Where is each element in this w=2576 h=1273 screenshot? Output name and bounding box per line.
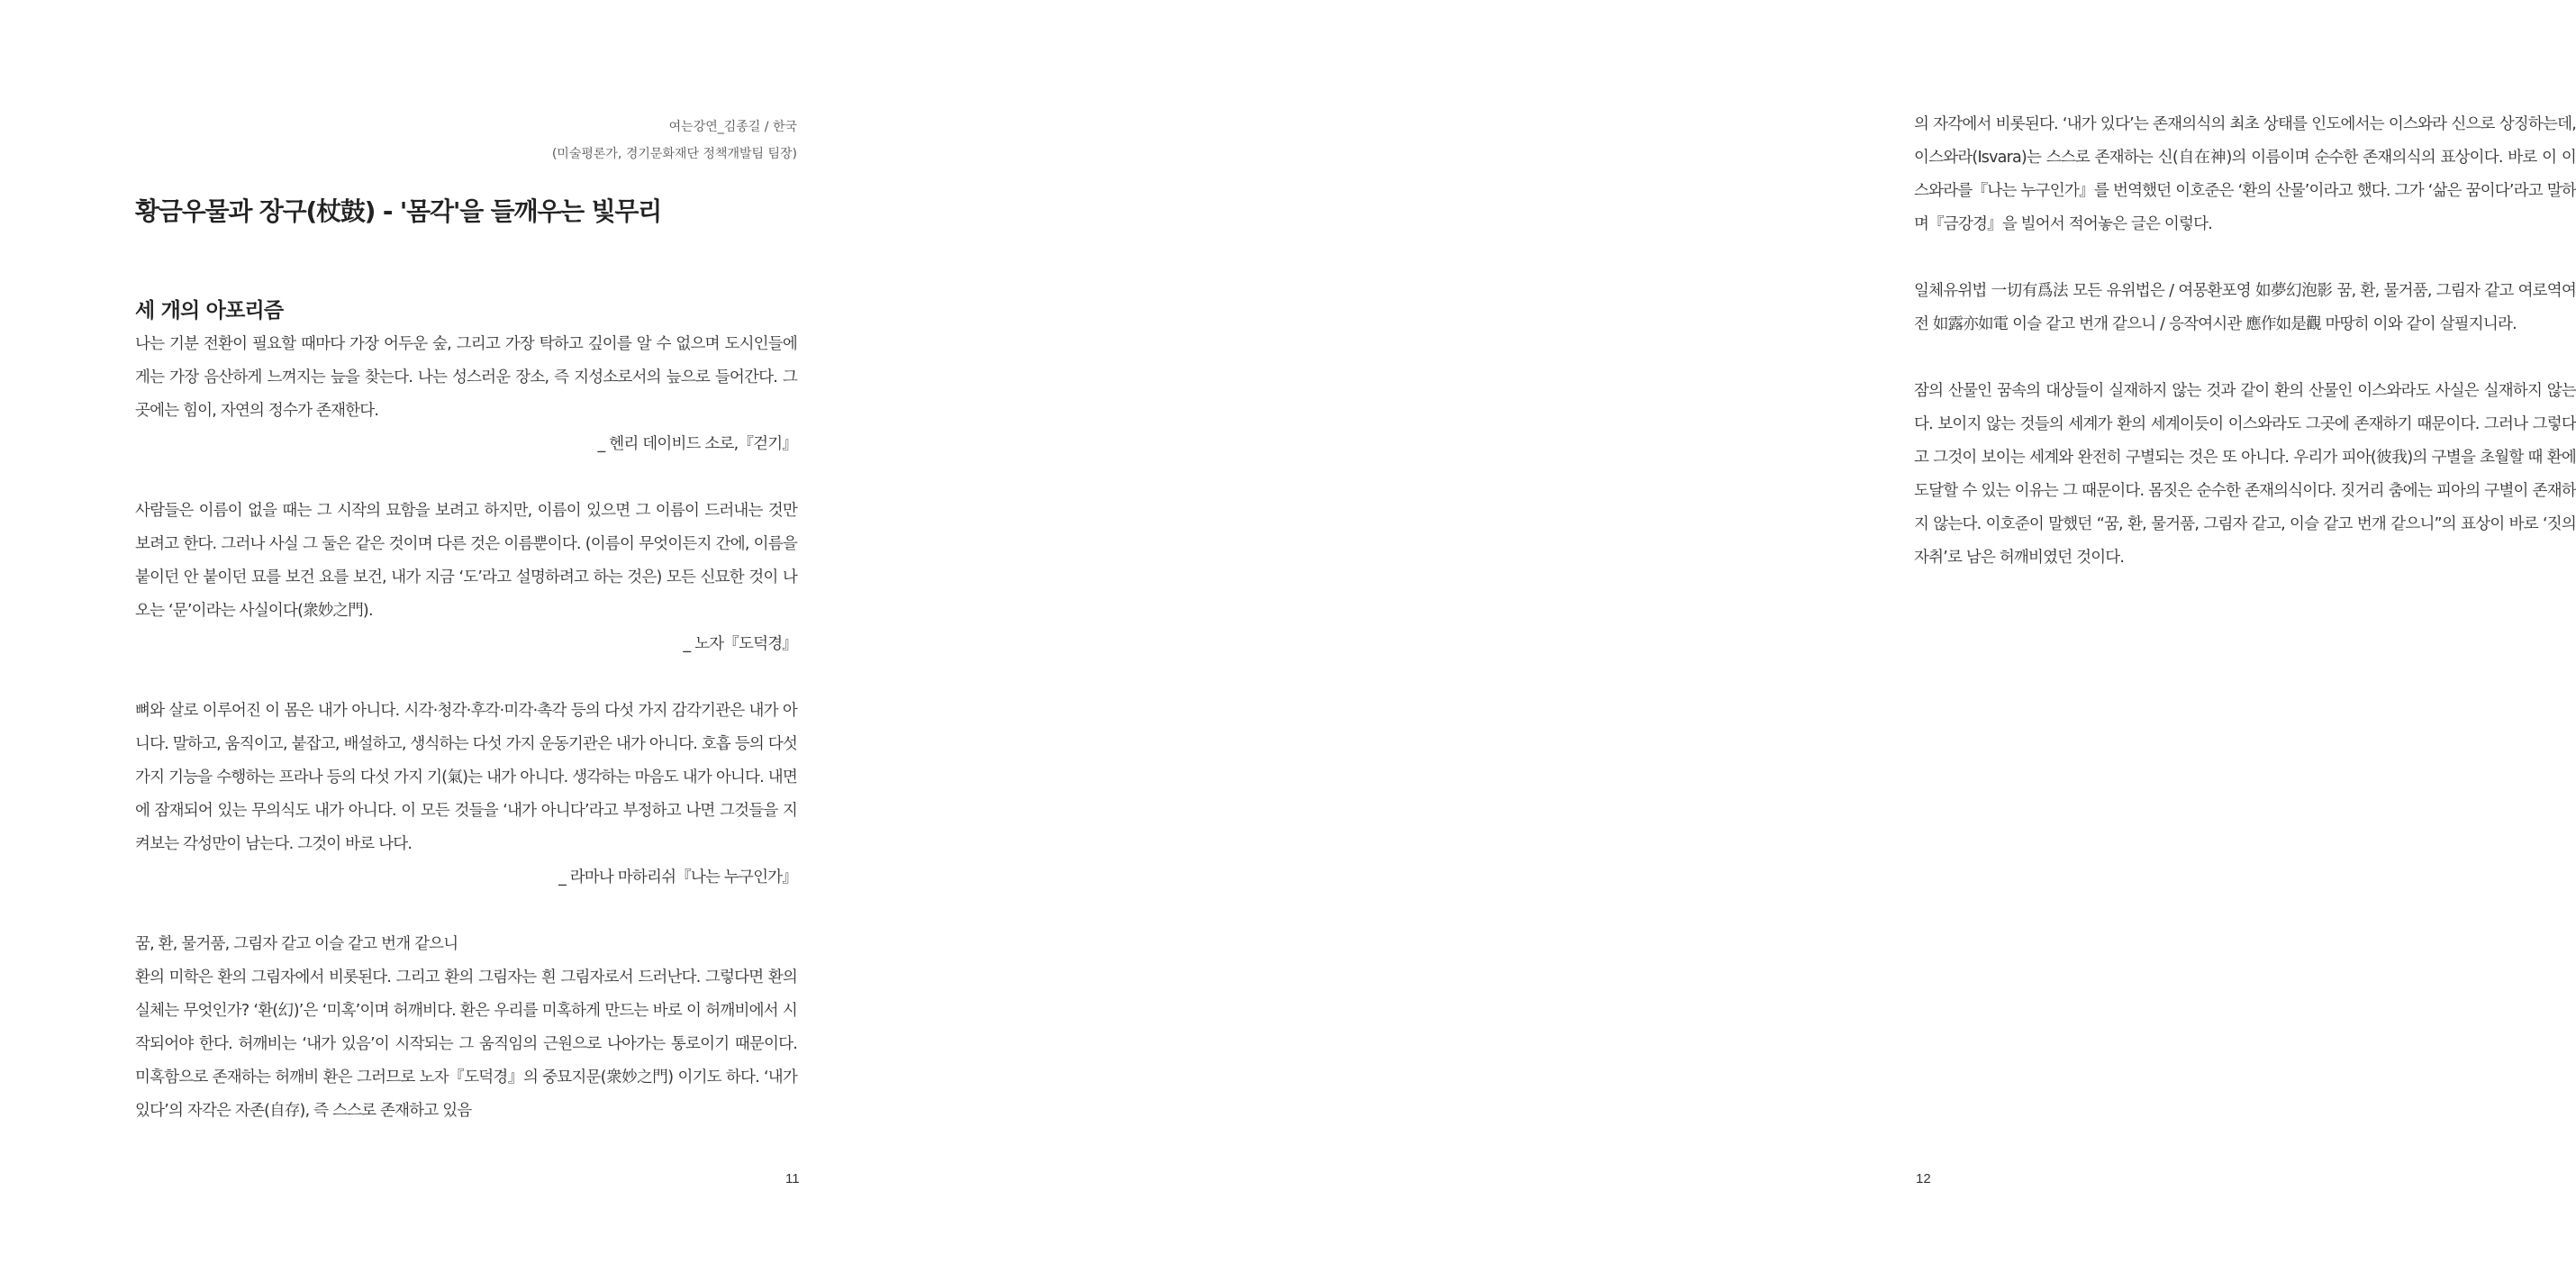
author-block (135, 114, 797, 168)
body-paragraph: 환의 미학은 환의 그림자에서 비롯된다. 그리고 환의 그림자는 흰 그림자로서 드러난다. 그렇다면 환의 실체는 무엇인가? ‘환(幻)’은 ‘미혹’이며 허깨비다. 환은 우리를 미혹하게 만드는 바로 이 허깨비에서 시작되어야 한다. 허깨비는 ‘내가 있음’이 시작되는 그 움직임의 근원으로 나아가는 통로이기 때문이다. 미혹함으로 존재하는 허깨비 환은 그러므로 노자『도덕경』의 중묘지문(衆妙之門) 이기도 하다. ‘내가 있다’의 자각은 자존(自存), 즉 스스로 존재하고 있음 (135, 968, 797, 1120)
aphorism-laozi-source: _ 노자『도덕경』 (683, 635, 797, 653)
page-title: 황금우물과 장구(杖鼓) - '몸각'을 들깨우는 빛무리 (135, 196, 662, 226)
aphorism-laozi: 사람들은 이름이 없을 때는 그 시작의 묘함을 보려고 하지만, 이름이 있으면 그 이름이 드러내는 것만 보려고 한다. 그러나 사실 그 둘은 같은 것이며 다른 것은 이름뿐이다. (이름이 무엇이든지 간에, 이름을 붙이던 안 붙이던 묘를 보건 요를 보건, 내가 지금 ‘도’라고 설명하려고 하는 것은) 모든 신묘한 것이 나오는 ‘문’이라는 사실이다(衆妙之門). (135, 502, 797, 620)
author-affiliation: (미술평론가, 경기문화재단 정책개발팀 팀장) (551, 147, 797, 161)
right-page (901, 0, 2576, 1273)
aphorism-thoreau: 나는 기분 전환이 필요할 때마다 가장 어두운 숲, 그리고 가장 탁하고 깊이를 알 수 없으며 도시인들에게는 가장 음산하게 느껴지는 늪을 찾는다. 나는 성스러운 장소, 즉 지성소로서의 늪으로 들어간다. 그곳에는 힘이, 자연의 정수가 존재한다. (135, 335, 797, 420)
left-page (0, 0, 901, 1273)
page-number-left: 11 (785, 1171, 800, 1187)
body-paragraph-isvara: 의 자각에서 비롯된다. ‘내가 있다’는 존재의식의 최초 상태를 인도에서는 이스와라 신으로 상징하는데, 이스와라(Isvara)는 스스로 존재하는 신(自在神)의 이름이며 순수한 존재의식의 표상이다. 바로 이 이스와라를『나는 누구인가』를 번역했던 이호준은 ‘환의 산물’이라고 했다. 그가 ‘삶은 꿈이다’라고 말하며『금강경』을 빌어서 적어놓은 글은 이렇다. (1914, 115, 2576, 233)
right-body (1914, 108, 2576, 575)
subheading: 꿈, 환, 물거품, 그림자 같고 이슬 같고 번개 같으니 (135, 935, 458, 953)
author-line: 여는강연_김종길 / 한국 (668, 120, 797, 134)
aphorism-thoreau-source: _ 헨리 데이비드 소로,『걷기』 (597, 435, 797, 453)
body-paragraph-illusion: 잠의 산물인 꿈속의 대상들이 실재하지 않는 것과 같이 환의 산물인 이스와라도 사실은 실재하지 않는다. 보이지 않는 것들의 세계가 환의 세계이듯이 이스와라도 그곳에 존재하기 때문이다. 그러나 그렇다고 그것이 보이는 세계와 완전히 구별되는 것은 또 아니다. 우리가 피아(彼我)의 구별을 초월할 때 환에 도달할 수 있는 이유는 그 때문이다. 몸짓은 순수한 존재의식이다. 짓거리 춤에는 피아의 구별이 존재하지 않는다. 이호준이 말했던 “꿈, 환, 물거품, 그림자 같고, 이슬 같고 번개 같으니”의 표상이 바로 ‘짓의 자취’로 남은 허깨비였던 것이다. (1914, 382, 2576, 567)
diamond-sutra-verse: 일체유위법 一切有爲法 모든 유위법은 / 여몽환포영 如夢幻泡影 꿈, 환, 물거품, 그림자 같고 여로역여전 如露亦如電 이슬 같고 번개 같으니 / 응작여시관 應作如是觀 마땅히 이와 같이 살필지니라. (1914, 282, 2576, 333)
left-body (135, 328, 797, 1128)
section-title: 세 개의 아포리즘 (135, 299, 284, 323)
aphorism-maharshi-source: _ 라마나 마하리쉬『나는 누구인가』 (558, 868, 797, 887)
page-number-right: 12 (1916, 1171, 1931, 1187)
aphorism-maharshi: 뼈와 살로 이루어진 이 몸은 내가 아니다. 시각·청각·후각·미각·촉각 등의 다섯 가지 감각기관은 내가 아니다. 말하고, 움직이고, 붙잡고, 배설하고, 생식하는 다섯 가지 운동기관은 내가 아니다. 호흡 등의 다섯 가지 기능을 수행하는 프라나 등의 다섯 가지 기(氣)는 내가 아니다. 생각하는 마음도 내가 아니다. 내면에 잠재되어 있는 무의식도 내가 아니다. 이 모든 것들을 ‘내가 아니다’라고 부정하고 나면 그것들을 지켜보는 각성만이 남는다. 그것이 바로 나다. (135, 702, 797, 853)
